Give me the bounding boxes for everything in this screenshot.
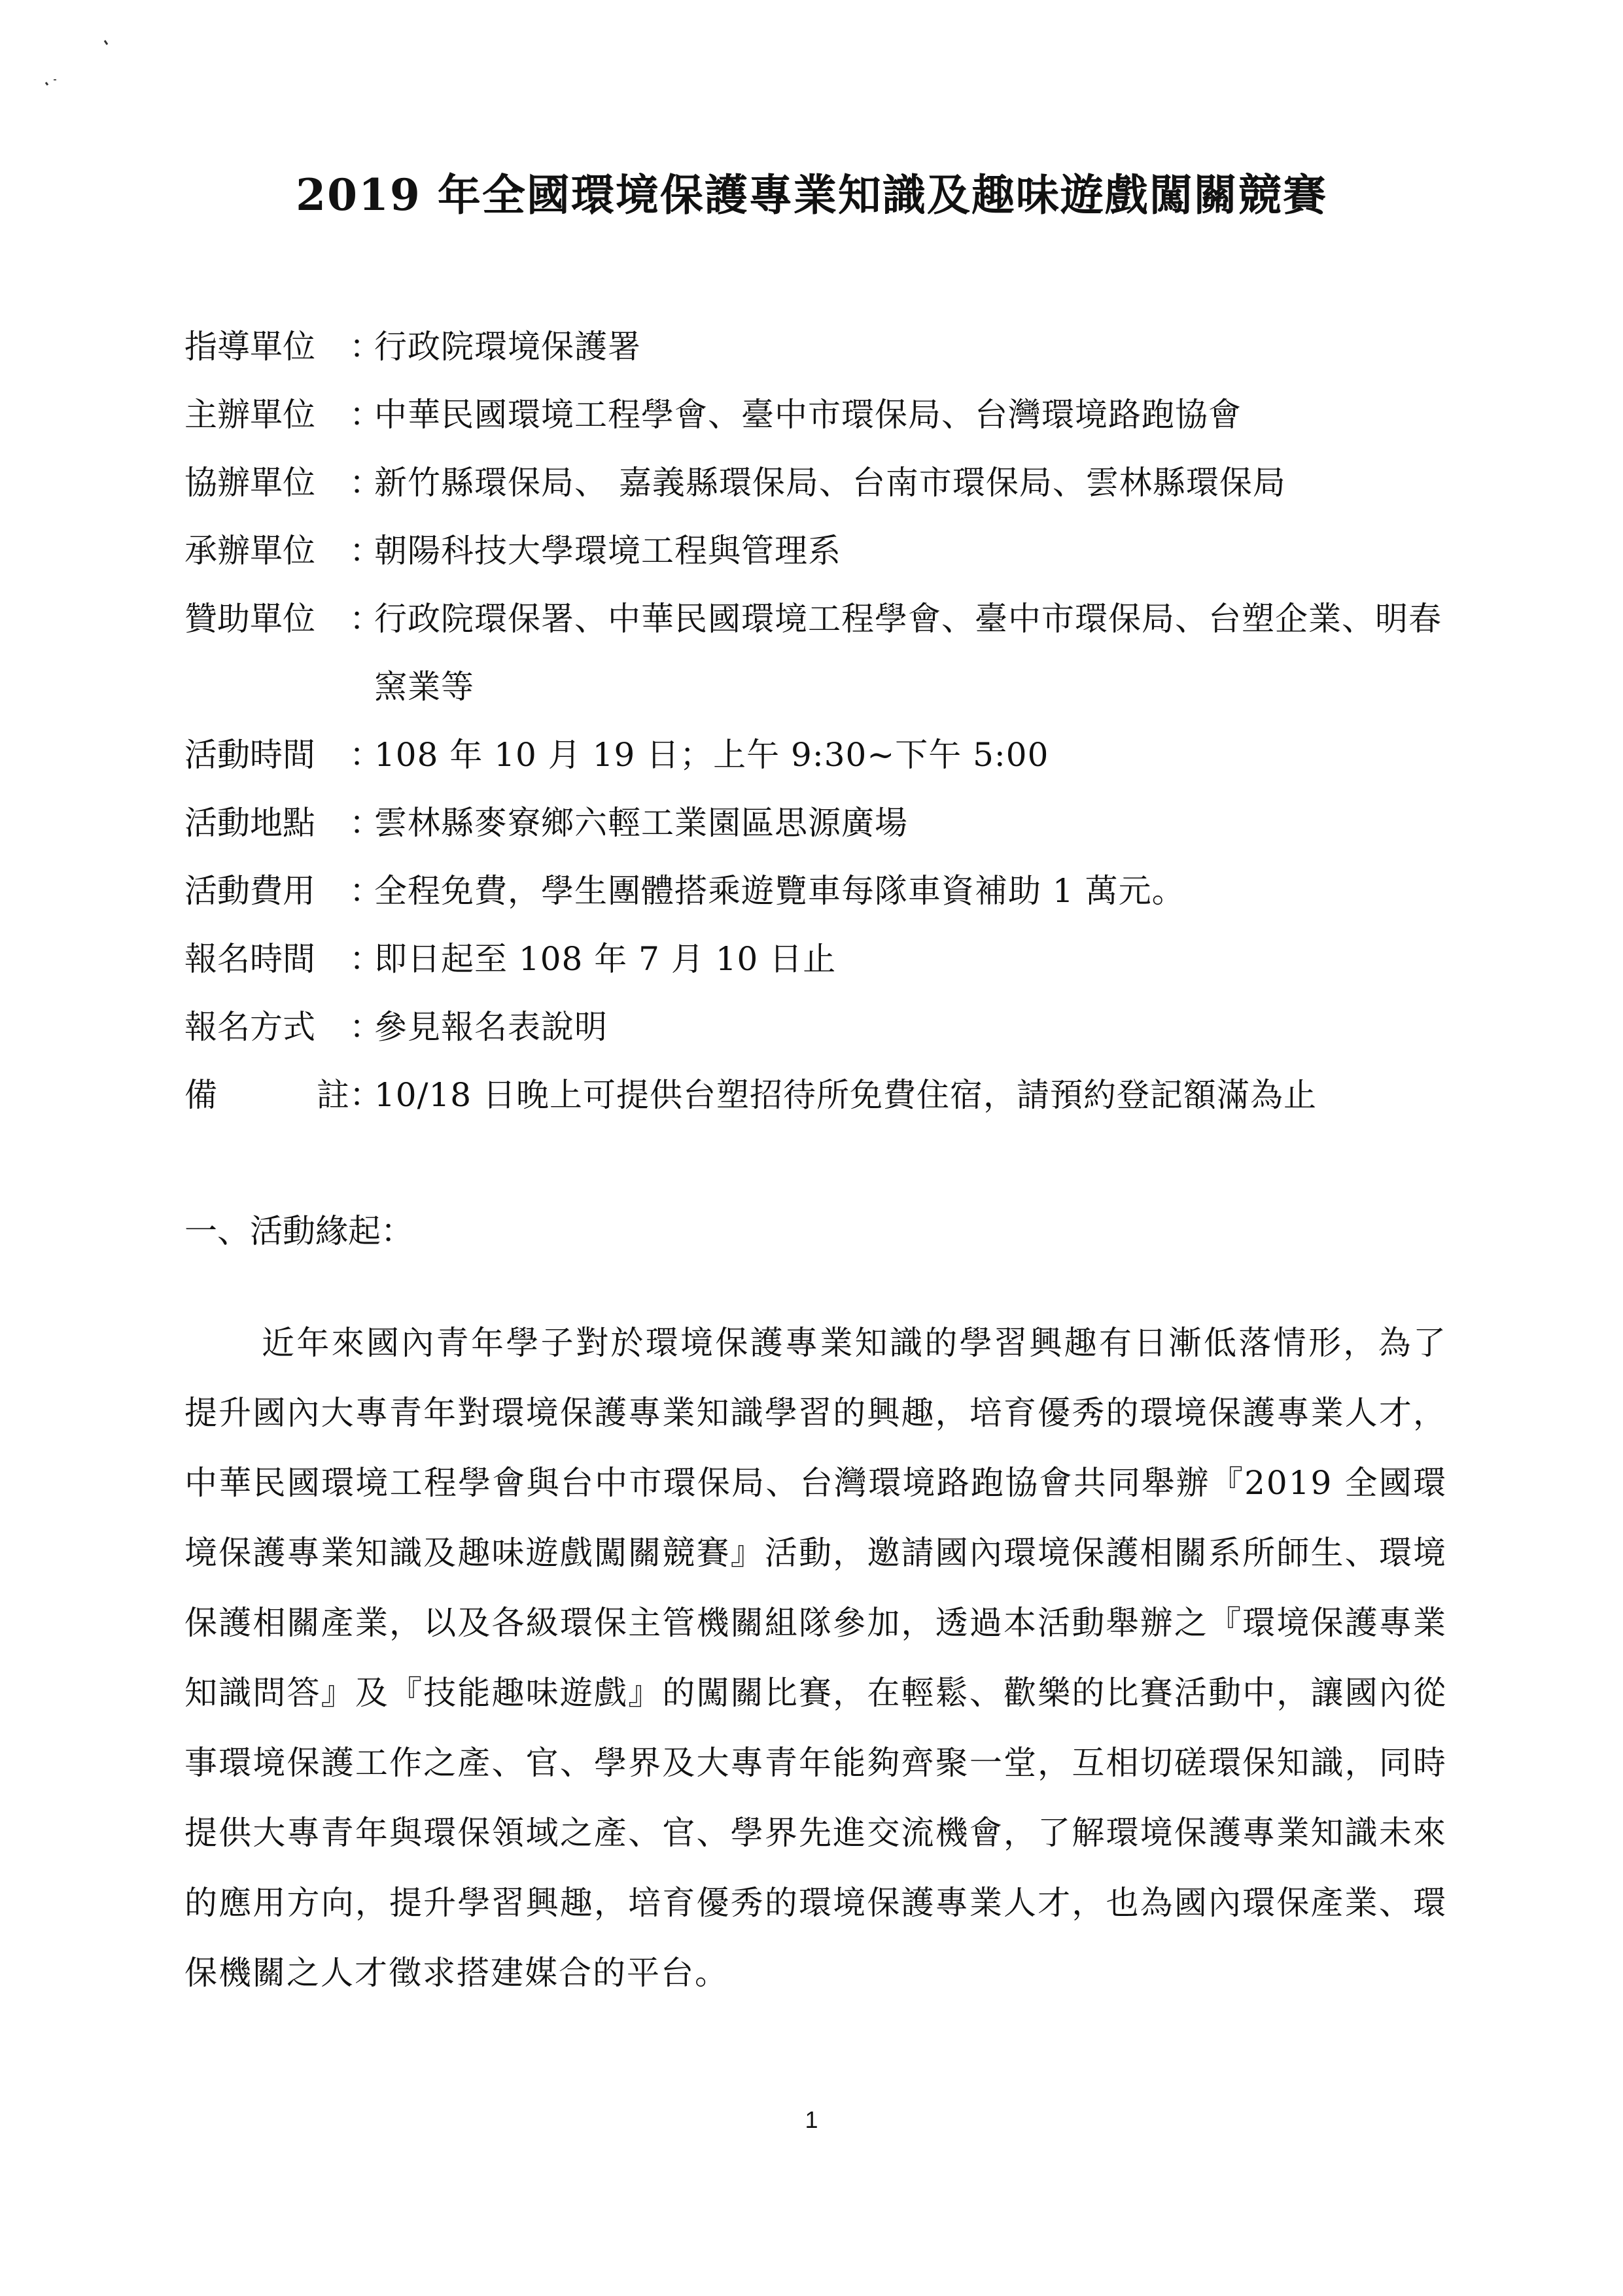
info-value: 全程免費，學生團體搭乘遊覽車每隊車資補助 1 萬元。 <box>374 872 1185 910</box>
scan-speck-marks <box>39 33 118 92</box>
info-value: 中華民國環境工程學會、臺中市環保局、台灣環境路跑協會 <box>374 396 1242 434</box>
info-label: 承辦單位 <box>184 532 315 570</box>
remark-label <box>184 1061 349 1129</box>
info-value: 新竹縣環保局、 嘉義縣環保局、台南市環保局、雲林縣環保局 <box>374 464 1286 502</box>
info-row-event-fee <box>184 857 1467 925</box>
info-colon: ： <box>349 532 382 570</box>
info-label: 指導單位 <box>184 328 315 366</box>
info-value: 行政院環境保護署 <box>374 328 641 366</box>
info-row-sponsor <box>184 585 1467 721</box>
info-label: 協辦單位 <box>184 464 315 502</box>
info-colon: ： <box>349 872 382 910</box>
info-colon: ： <box>349 1008 382 1046</box>
info-label: 報名方式 <box>184 1008 315 1046</box>
event-info-list <box>184 313 1467 1129</box>
info-colon: ： <box>349 940 382 978</box>
section-heading-background: 一、活動緣起： <box>184 1212 413 1250</box>
info-label: 活動地點 <box>184 804 315 842</box>
info-label: 贊助單位 <box>184 600 315 638</box>
info-value: 參見報名表說明 <box>374 1008 608 1046</box>
info-value: 108 年 10 月 19 日；上午 9:30~下午 5:00 <box>374 736 1049 774</box>
info-colon: ： <box>349 396 382 434</box>
info-colon: ： <box>349 464 382 502</box>
info-value: 雲林縣麥寮鄉六輕工業園區思源廣場 <box>374 804 908 842</box>
info-colon: ： <box>349 736 382 774</box>
info-colon: ： <box>349 600 382 638</box>
page-number: 1 <box>805 2106 818 2133</box>
info-row-registration-period <box>184 925 1467 993</box>
background-paragraph: 近年來國內青年學子對於環境保護專業知識的學習興趣有日漸低落情形，為了提升國內大專青年對環境保護專業知識學習的興趣，培育優秀的環境保護專業人才，中華民國環境工程學會與台中市環保局、台灣環境路跑協會共同舉辦『2019 全國環境保護專業知識及趣味遊戲闖關競賽』活動，邀請國內環境保護相關系所師生、環境保護相關產業，以及各級環保主管機關組隊參加，透過本活動舉辦之『環境保護專業知識問答』及『技能趣味遊戲』的闖關比賽，在輕鬆、歡樂的比賽活動中，讓國內從事環境保護工作之產、官、學界及大專青年能夠齊聚一堂，互相切磋環保知識，同時提供大專青年與環保領域之產、官、學界先進交流機會，了解環境保護專業知識未來的應用方向，提升學習興趣，培育優秀的環境保護專業人才，也為國內環保產業、環保機關之人才徵求搭建媒合的平台。 <box>184 1324 1447 1992</box>
info-row-remark <box>184 1061 1467 1129</box>
info-row-event-location <box>184 789 1467 857</box>
document-title: 2019 年全國環境保護專業知識及趣味遊戲闖關競賽 <box>296 169 1327 220</box>
info-value: 即日起至 108 年 7 月 10 日止 <box>374 940 837 978</box>
info-colon: ： <box>349 1076 382 1114</box>
info-row-advisor <box>184 313 1467 381</box>
info-row-organizer <box>184 381 1467 449</box>
info-label: 報名時間 <box>184 940 315 978</box>
info-row-event-time <box>184 721 1467 789</box>
remark-label-second: 註 <box>317 1076 349 1114</box>
info-label: 主辦單位 <box>184 396 315 434</box>
info-value: 朝陽科技大學環境工程與管理系 <box>374 532 841 570</box>
info-row-registration-method <box>184 993 1467 1061</box>
info-value: 行政院環保署、中華民國環境工程學會、臺中市環保局、台塑企業、明春窯業等 <box>374 600 1442 706</box>
info-label: 活動時間 <box>184 736 315 774</box>
remark-label-first: 備 <box>184 1076 217 1114</box>
info-colon: ： <box>349 328 382 366</box>
info-colon: ： <box>349 804 382 842</box>
info-row-co-organizer <box>184 449 1467 517</box>
remark-value: 10/18 日晚上可提供台塑招待所免費住宿，請預約登記額滿為止 <box>374 1076 1317 1114</box>
info-row-executor <box>184 517 1467 585</box>
info-label: 活動費用 <box>184 872 315 910</box>
